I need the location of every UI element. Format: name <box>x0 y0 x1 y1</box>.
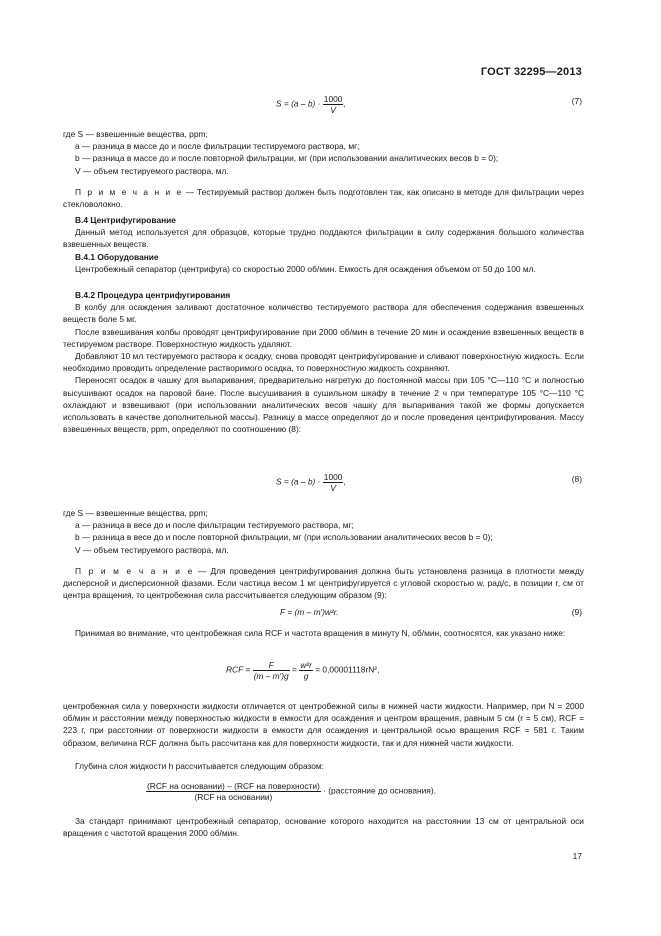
depth-denominator: (RCF на основании) <box>194 792 273 802</box>
b41-heading: В.4.1 Оборудование <box>75 252 159 262</box>
depth-fraction <box>146 781 321 802</box>
eq8-numerator: 1000 <box>323 472 343 482</box>
rcf-fraction-1 <box>253 660 290 681</box>
rcf-den-2: g <box>303 671 309 681</box>
eq7-lhs: S = (a – b) · <box>276 98 321 109</box>
eq8-number: (8) <box>571 474 582 484</box>
rcf-tail: = 0,00001118rN², <box>315 664 380 675</box>
definitions-2 <box>63 507 584 556</box>
b41-text: Центробежный сепаратор (центрифуга) со скоростью 2000 об/мин. Емкость для осаждения объемом от 50 до 100 мл. <box>75 264 536 275</box>
eq7-numerator: 1000 <box>323 94 343 104</box>
equation-rcf <box>226 660 379 681</box>
rcf-fraction-2 <box>299 660 313 681</box>
b42-p2: После взвешивания колбы проводят центрифугирование при 2000 об/мин в течение 20 мин и осаждение взвешенных веществ в тестируемом растворе. Поверхностную жидкость удаляют. <box>63 326 584 349</box>
note-1 <box>63 186 584 210</box>
eq8-fraction <box>323 472 344 493</box>
note-2 <box>63 565 584 602</box>
section-b41 <box>63 251 584 275</box>
standard-header: ГОСТ 32295—2013 <box>480 66 582 78</box>
note2-text: — Для проведения центрифугирования должна быть установлена разница в плотности между дисперсной и дисперсионной фазами. Если частица весом 1 мг центрифугируется с угловой скоростью w, рад/с, в позиции r, см от центра вращения, то центробежная сила рассчитывается следующим образом (9): <box>63 566 584 601</box>
equation-9: F = (m – m′)w²r. <box>280 607 339 617</box>
equation-7 <box>276 94 346 115</box>
depth-tail: · (расстояние до основания). <box>323 785 436 796</box>
b42-p1: В колбу для осаждения заливают достаточное количество тестируемого раствора для обеспечения содержания взвешенных веществ боле 5 мг. <box>63 302 584 325</box>
def1-v: V — объем тестируемого раствора, мл. <box>75 165 229 176</box>
eq8-lhs: S = (a – b) · <box>276 476 321 487</box>
rcf-paragraph: Принимая во внимание, что центробежная сила RCF и частота вращения в минуту N, об/мин, соотносятся, как указано ниже: <box>75 628 566 638</box>
rcf-equals: = <box>292 664 297 675</box>
eq9-number: (9) <box>571 607 582 617</box>
depth-paragraph: Глубина слоя жидкости h рассчитывается следующим образом: <box>75 761 324 771</box>
def1-b: b — разница в массе до и после повторной фильтрации, мг (при использовании аналитических весов b = 0); <box>75 153 499 164</box>
def2-s: где S — взвешенные вещества, ppm; <box>63 508 208 518</box>
eq8-denominator: V <box>330 483 336 493</box>
b42-heading: В.4.2 Процедура центрифугирования <box>75 290 231 300</box>
eq7-denominator: V <box>330 105 336 115</box>
depth-numerator: (RCF на основании) – (RCF на поверхности) <box>147 781 320 791</box>
note1-label: П р и м е ч а н и е <box>75 187 183 197</box>
section-b4 <box>63 214 584 251</box>
equation-8 <box>276 472 346 493</box>
eq7-number: (7) <box>571 96 582 106</box>
definitions-1 <box>63 128 584 177</box>
b42-p4: Переносят осадок в чашку для выпаривания, предварительно нагретую до постоянной массы при 105 °С—110 °С и полностью высушивают осадок на паровой бане. После высушивания в сушильном шкафу в течение 2 ч при температуре 105 °С—110 °С охлаждают и взвешивают (при использовании аналитических весов чашку для выпаривания такой же формы допускается использовать в качестве дополнительной массы). Разницу в массе определяют до и после проведения центрифугирования. Массу взвешенных веществ, ppm, определяют по соотношению (8): <box>63 375 584 435</box>
note1-text: — Тестируемый раствор должен быть подготовлен так, как описано в методе для фильтрации через стекловолокно. <box>63 187 584 210</box>
b42-p3: Добавляют 10 мл тестируемого раствора к осадку, снова проводят центрифугирование и сливают поверхностную жидкость. Если необходимо проводить определение растворимого осадка, то поверхностную жидкость сохраняют. <box>63 351 584 374</box>
equation-depth <box>146 781 436 802</box>
b4-heading: В.4 Центрифугирование <box>75 215 176 225</box>
eq7-tail: , <box>343 98 346 109</box>
section-b42 <box>63 289 584 435</box>
def1-a: a — разница в массе до и после фильтрации тестируемого раствора, мг; <box>75 141 360 152</box>
def2-v: V — объем тестируемого раствора, мл. <box>75 544 229 555</box>
b4-text: Данный метод используется для образцов, которые трудно поддаются фильтрации в силу содержания большого количества взвешенных веществ. <box>63 227 584 250</box>
surface-paragraph: центробежная сила у поверхности жидкости отличается от центробежной силы в нижней части жидкости. Например, при N = 2000 об/мин и расстоянии между поверхностью жидкости в емкости для осаждения и центром вращения, равным 5 см (r = 5 см), RCF = 223 г, при расстоянии от поверхности жидкости в емкости для осаждения и центральной осью вращения RCF = 581 г. Таким образом, величина RCF должна быть рассчитана как для поверхности жидкости, так и для нижней части жидкости. <box>63 701 584 748</box>
def2-a: a — разница в весе до и после фильтрации тестируемого раствора, мг; <box>75 520 354 531</box>
rcf-num-1: F <box>253 660 290 671</box>
def2-b: b — разница в весе до и после повторной фильтрации, мг (при использовании аналитических весов b = 0); <box>75 532 493 543</box>
def1-s: где S — взвешенные вещества, ppm; <box>63 129 208 139</box>
eq7-fraction <box>323 94 344 115</box>
note2-label: П р и м е ч а н и е <box>75 566 195 576</box>
page-number: 17 <box>572 851 582 861</box>
rcf-num-2: w²r <box>300 660 312 670</box>
rcf-lhs: RCF = <box>226 664 251 675</box>
eq8-tail: , <box>343 476 346 487</box>
final-paragraph: За стандарт принимают центробежный сепаратор, основание которого находится на расстоянии 13 см от центральной оси вращения с частотой вращения 2000 об/мин. <box>63 816 584 839</box>
rcf-den-1: (m – m′)g <box>253 671 289 681</box>
